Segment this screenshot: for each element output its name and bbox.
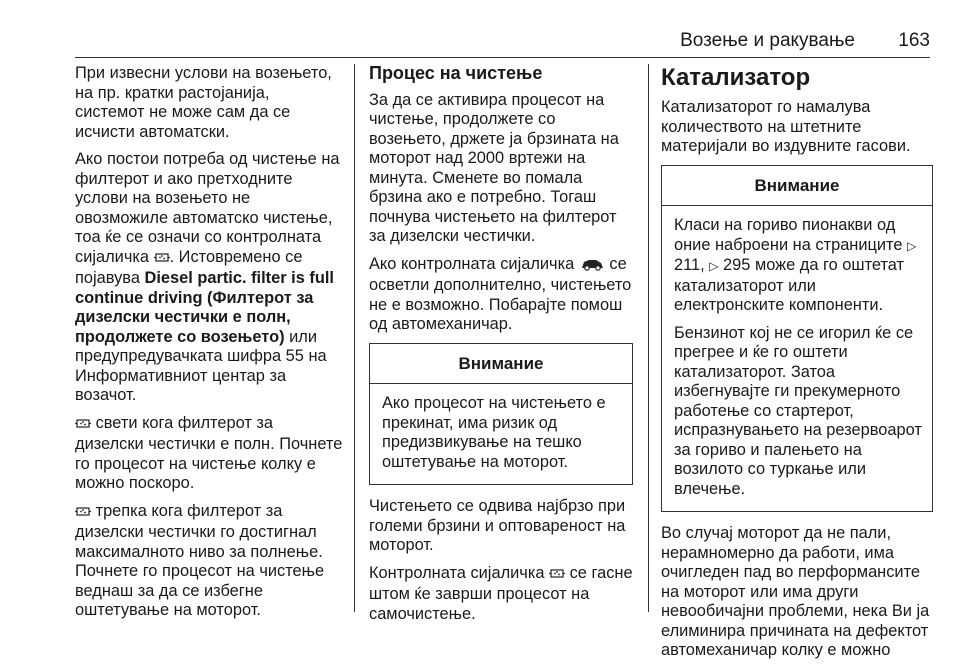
running-title: Возење и ракување (680, 30, 855, 51)
section-heading: Процес на чистење (369, 63, 543, 83)
page-number: 163 (898, 30, 930, 51)
column-3 (661, 64, 933, 669)
paragraph: При извесни услови на возењето, на пр. кратки растојанија, системот не може сам да се исчисти автоматски. (75, 64, 332, 141)
check-engine-icon (579, 257, 605, 277)
warning-box (661, 165, 933, 513)
paragraph: Чистењето се одвива најбрзо при големи брзини и оптовареност на моторот. (369, 497, 626, 554)
section-heading: Катализатор (661, 64, 811, 91)
column-1 (75, 64, 343, 629)
warning-body (370, 384, 632, 484)
paragraph (75, 502, 343, 621)
page-header (75, 24, 930, 58)
column-divider (354, 64, 355, 612)
paragraph (75, 414, 343, 494)
paragraph: Во случај моторот да не пали, нерамномерно да работи, има очигледен пад во перформансите на моторот или има други невообичајни проблеми, нека Ви ја елиминира причината на дефектот автомеханичар колку е можно (661, 524, 930, 659)
header-rule (75, 57, 930, 58)
paragraph (369, 564, 633, 625)
warning-box (369, 343, 633, 486)
dpf-warning-icon (75, 416, 91, 436)
text: или предупредувачката шифра 55 на Информативниот центар за возачот. (75, 327, 327, 404)
display-message: Diesel partic. filter is full continue driving (Филтерот за дизелски честички е полн, продолжете со возењето) (75, 269, 334, 346)
column-divider (648, 64, 649, 612)
text: Ако контролната сијаличка (369, 254, 575, 273)
page-reference[interactable]: 211, (674, 256, 705, 274)
column-2 (369, 64, 633, 632)
text: . Истовремено се појавува (75, 247, 303, 287)
text: се гасне штом ќе заврши процесот на самочистење. (369, 563, 633, 623)
text: Ако постои потреба од чистење на филтерот и ако претходните услови на возењето не овозможиле автоматско чистење, тоа ќе се означи со контролната сијаличка (75, 150, 340, 266)
text: 295 може да го оштетат катализаторот или електронските компоненти. (674, 256, 905, 314)
dpf-warning-icon (549, 566, 565, 586)
warning-title: Внимание (662, 166, 932, 207)
text: Контролната сијаличка (369, 563, 545, 582)
paragraph (75, 150, 343, 406)
page-ref-triangle-icon[interactable]: ▷ (907, 238, 917, 253)
text: се осветли дополнително, чистењето не е возможно. Побарајте помош од автомеханичар. (369, 254, 632, 333)
dpf-warning-icon (75, 504, 91, 524)
text: свети кога филтерот за дизелски честички е полн. Почнете го процесот на чистење колку е можно поскоро. (75, 413, 343, 492)
paragraph (674, 216, 922, 316)
paragraph: Бензинот кој не се игорил ќе се прегрее и ќе го оштети катализаторот. Затоа избегнувајте ги прекумерното работење со стартерот, испразнувањето на резервоарот за гориво и палењето на возилото со туркање или влечење. (674, 323, 922, 498)
text: Класи на гориво пионакви од оние наброени на страниците (674, 216, 903, 254)
page-ref-triangle-icon[interactable]: ▷ (709, 259, 719, 273)
text: трепка кога филтерот за дизелски честички го достигнал максималното ниво за полнење. Почнете го процесот на чистење веднаш за да се избегне оштетување на моторот. (75, 501, 325, 619)
paragraph: Катализаторот го намалува количеството на штетните материјали во издувните гасови. (661, 98, 911, 155)
warning-body (662, 206, 932, 511)
paragraph (369, 255, 633, 335)
paragraph: Ако процесот на чистењето е прекинат, има ризик од предизвикување на тешко оштетување на моторот. (382, 394, 606, 471)
dpf-warning-icon (154, 250, 170, 270)
paragraph: За да се активира процесот на чистење, продолжете со возењето, држете ја брзината на моторот над 2000 вртежи на минута. Сменете во помала брзина ако е потребно. Тогаш почнува чистењето на филтерот за дизелски честички. (369, 90, 619, 245)
warning-title: Внимание (370, 344, 632, 385)
